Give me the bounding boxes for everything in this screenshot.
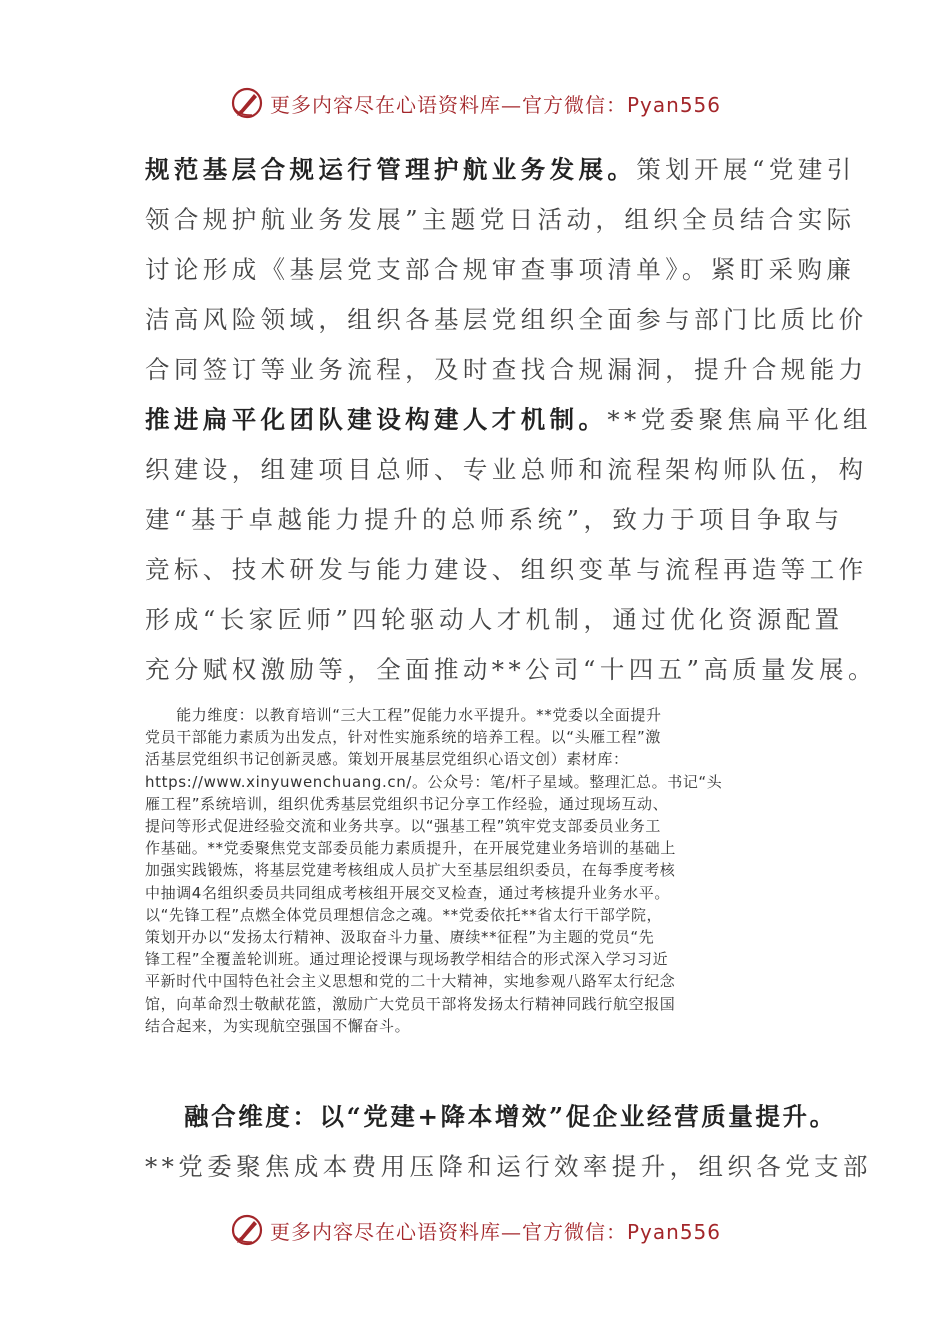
- footer-watermark-banner: [230, 1210, 730, 1250]
- banner-text: 更多内容尽在心语资料库—官方微信：Pyan556: [270, 92, 722, 117]
- paragraph-talent-mechanism: 推进扁平化团队建设构建人才机制。**党委聚焦扁平化组 织建设，组建项目总师、专业总师和流程架构师队伍，构 建“基于卓越能力提升的总师系统”，致力于项目争取与 竞标、技术研发与能力建设、组织变革与流程再造等工作 形成“长家匠师”四轮驱动人才机制，通过优化资源配置 充分赋权激励等，全面推动**公司“十四五”高质量发展。: [145, 405, 877, 684]
- paragraph-capability-dimension: 能力维度：以教育培训“三大工程”促能力水平提升。**党委以全面提升 党员干部能力素质为出发点，针对性实施系统的培养工程。以“头雁工程”激 活基层党组织书记创新灵感。策划开展基层党组织心语文创）素材库： https://www.xinyuwenchuang.cn/。公众号：笔/杆子星域。整理汇总。书记“头 雁工程”系统培训，组织优秀基层党组织书记分享工作经验，通过现场互动、 提问等形式促进经验交流和业务共享。以“强基工程”筑牢党支部委员业务工 作基础。**党委聚焦党支部委员能力素质提升，在开展党建业务培训的基础上 加强实践锻炼，将基层党建考核组成人员扩大至基层组织委员，在每季度考核 中抽调4名组织委员共同组成考核组开展交叉检查，通过考核提升业务水平。 以“先锋工程”点燃全体党员理想信念之魂。**党委依托**省太行干部学院， 策划开办以“发扬太行精神、汲取奋斗力量、赓续**征程”为主题的党员“先 锋工程”全覆盖轮训班。通过理论授课与现场教学相结合的形式深入学习习近 平新时代中国特色社会主义思想和党的二十大精神，实地参观八路军太行纪念 馆，向革命烈士敬献花篮，激励广大党员干部将发扬太行精神同践行航空报国 结合起来，为实现航空强国不懈奋斗。: [145, 706, 723, 1035]
- para1-bold-lead: 规范基层合规运行管理护航业务发展。: [145, 155, 637, 184]
- wechat-id: Pyan556: [627, 1219, 722, 1244]
- paragraph-integration-start: **党委聚焦成本费用压降和运行效率提升，组织各党支部: [145, 1152, 872, 1181]
- pen-logo-icon: [230, 86, 264, 120]
- wechat-id: Pyan556: [627, 92, 722, 117]
- paragraph-compliance: 规范基层合规运行管理护航业务发展。策划开展“党建引 领合规护航业务发展”主题党日活动，组织全员结合实际 讨论形成《基层党支部合规审查事项清单》。紧盯采购廉 洁高风险领域，组织各基层党组织全面参与部门比质比价 合同签订等业务流程，及时查找合规漏洞，提升合规能力: [145, 155, 868, 384]
- para2-bold-lead: 推进扁平化团队建设构建人才机制。: [145, 405, 608, 434]
- section-heading-integration: 融合维度：以“党建+降本增效”促企业经营质量提升。: [184, 1102, 837, 1131]
- pen-logo-icon: [230, 1213, 264, 1247]
- header-watermark-banner: [230, 83, 730, 123]
- banner-text: 更多内容尽在心语资料库—官方微信：Pyan556: [270, 1219, 722, 1244]
